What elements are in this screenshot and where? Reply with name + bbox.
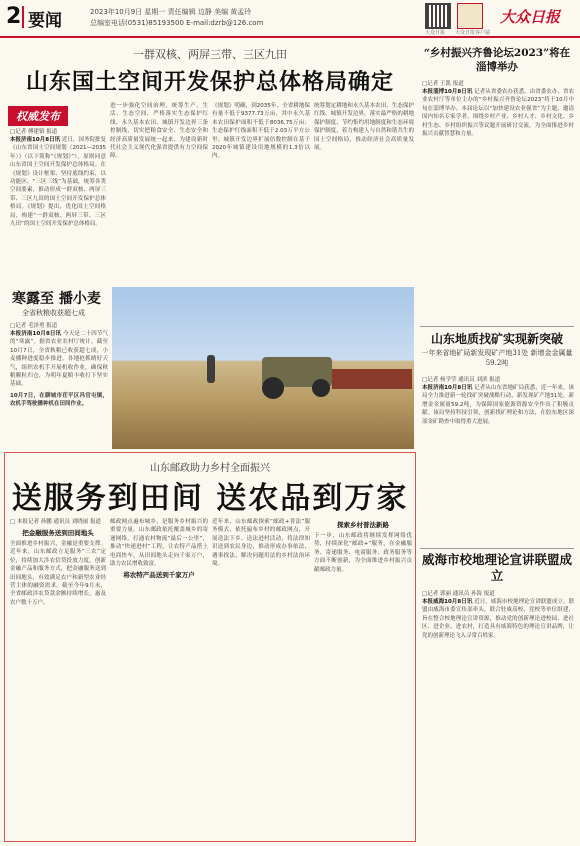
geology-headline[interactable]: 山东地质找矿实现新突破 [430,332,563,346]
forum-byline: □记者 王凯 报道 [422,81,464,87]
geology-lead: 本报济南10月8日讯 [422,385,473,391]
seeder-shape [332,369,412,389]
farmer-figure [207,355,215,383]
masthead-meta [90,7,420,29]
right-divider-1 [420,326,574,327]
geology-body [422,376,574,548]
top-story [6,44,414,96]
weihai-headline[interactable]: 威海市校地理论宣讲联盟成立 [421,552,572,583]
weihai-lead: 本报威海10月8日讯 [422,599,473,605]
feature-col-2 [110,518,208,838]
top-story-lead: 本报济南10月8日讯 [10,137,61,143]
forum-text: 记者从省委农办获悉，由省委农办、省农业农村厅等单位主办的“乡村振兴齐鲁论坛2023”将于10月中旬在淄博举办。本届论坛以“加快建设农业强省”为主题，邀请国内知名专家学者，围绕乡村产业、乡村人才、乡村文化、乡村生态、乡村组织振兴等议题开展研讨交流，为全面推进乡村振兴贡献智慧和力量。 [422,89,574,138]
masthead [0,0,580,38]
qr-caption-app: 大众日报客户端 [455,30,491,36]
wheat-headline[interactable]: 寒露至 播小麦 [12,291,101,307]
wheat-byline: □记者 毛泽勇 报道 [10,323,58,329]
page-number: 2 [6,4,22,29]
feature-col-1 [10,518,106,838]
wheat-field-photo[interactable] [112,287,414,449]
top-story-text-4: 统筹划定耕地和永久基本农田、生态保护红线、城镇开发边界，落实最严格的耕地保护制度、节约集约用地制度和生态环境保护制度，着力构建人与自然和谐共生的国土空间格局，推动经济社会高质量发展。 [314,103,414,152]
section-name: 要闻 [28,11,62,31]
feature-text-1: 全面推进乡村振兴，金融是重要支撑。近年来，山东邮政立足服务“三农”定位，持续加大涉农信贷投放力度，创新金融产品和服务方式，把金融服务送到田间地头，有效满足农户和新型农业经营主体的融资需求。截至今年9月末，全省邮政涉农贷款余额持续增长，惠及农户数十万户。 [10,541,106,606]
wheat-lead: 本报济南10月8日讯 [10,331,62,337]
wheat-subheadline: 全省秋粮收获超七成 [22,309,85,317]
right-divider-2 [420,548,574,549]
feature-kicker: 山东邮政助力乡村全面振兴 [150,463,270,474]
forum-headline[interactable]: “乡村振兴齐鲁论坛2023”将在淄博举办 [423,47,571,73]
date-line: 2023年10月9日 星期一 责任编辑 边静 美编 黄孟玲 [90,8,252,16]
qr-code-app-icon[interactable] [457,3,483,29]
top-story-kicker: 一群双核、两屏三带、三区九田 [133,48,287,61]
feature-col-3 [212,518,310,838]
top-story-col-2 [110,102,208,284]
qr-caption: 大众日报 [425,30,446,36]
wheat-body [10,322,108,448]
feature-text-2: 邮政网点遍布城乡，是服务乡村振兴的重要力量。山东邮政依托覆盖城乡的寄递网络，打通农村物流“最后一公里”，推动“快递进村”工程，让农特产品搭上电商快车，从田间地头走向千家万户，助力农民增收致富。 [110,519,208,568]
feature-col-4 [314,518,412,838]
weihai-body [422,590,574,840]
forum-story [420,46,574,74]
forum-body [422,80,574,320]
wheat-text: 今天是二十四节气的“寒露”。据省农业农村厅统计，截至10月7日，全省秋粮已收获超七成，小麦播种进度稳步推进。各地抢抓晴好天气，组织农机手开展机收作业，确保秋粮颗粒归仓，为明年夏粮丰收打下坚实基础。 [10,331,108,388]
qr-code-icon[interactable] [425,3,451,29]
feature-byline: □ 本报记者 孙鹏 通讯员 刘晓丽 报道 [10,519,101,525]
weihai-byline: □记者 郭丽 通讯员 孙海 报道 [422,591,495,597]
top-story-text-2: 进一步强化空间治理，统筹生产、生活、生态空间，严格落实生态保护红线、永久基本农田、城镇开发边界三条控制线，切实把粮食安全、生态安全和经济高质量发展统一起来，为建设新时代社会主义现代化强省提供有力空间保障。 [110,103,208,160]
wheat-photo-caption: 10月7日，在聊城市茌平区冯官屯镇，农机手驾驶播种机在田间作业。 [10,392,108,408]
top-story-text-3: 《规划》明确，到2035年，全省耕地保有量不低于9377.73万亩，其中永久基本农田保护面积不低于8036.75万亩；生态保护红线面积不低于2.03万平方公里；城镇开发边界扩展倍数控制在基于2020年城镇建设用地规模的1.3倍以内。 [212,103,310,160]
feature-subhead-1: 把金融服务送到田间地头 [22,529,94,537]
newspaper-logo: 大众日报 [500,8,561,26]
tractor-wheel-front [312,379,330,397]
feature-subhead-3: 探索乡村普法新路 [337,521,389,529]
feature-text-3: 近年来，山东邮政探索“邮政+普法”服务模式，依托遍布乡村的邮政网点，开展送法下乡、送法进村活动，将法律知识送到农民身边，推动形成办事依法、遇事找法、解决问题用法的乡村法治环境。 [212,519,310,568]
feature-subhead-2: 将农特产品送到千家万户 [123,571,195,580]
feature-text-4: 下一步，山东邮政将继续发挥网络优势，持续深化“邮政+”服务，在金融服务、寄递服务、电商服务、政务服务等方面不断创新，为全面推进乡村振兴贡献邮政力量。 [314,533,412,573]
tractor-wheel [262,377,284,399]
top-story-col-4 [314,102,414,284]
top-story-col-3 [212,102,310,284]
geology-subheadline: 一年来省地矿局新发现矿产地31处 新增金金属量59.2吨 [421,349,573,367]
masthead-divider [22,6,24,28]
geology-text: 记者从山东省地矿局获悉，近一年来，该局全力推进新一轮找矿突破战略行动，新发现矿产地31处，新增金金属量59.2吨，为保障国家能源资源安全作出了积极贡献。该局坚持科技引领，创新找矿理论和方法，在胶东地区深部金矿勘查中取得重大进展。 [422,385,574,425]
contact-line: 总编室电话(0531)85193500 E-mail:dzrb@126.com [90,19,264,27]
geology-byline: □记者 杨学莹 通讯员 刘滨 报道 [422,377,501,383]
authority-tag: 权威发布 [8,106,68,126]
top-story-headline[interactable]: 山东国土空间开发保护总体格局确定 [25,69,394,95]
feature-headline[interactable]: 送服务到田间 送农品到万家 [11,481,409,516]
top-story-text-1: 近日，国务院批复《山东省国土空间规划（2021—2035年）》（以下简称“《规划》”），原则同意山东省国土空间开发保护总体格局。在《规划》设计框架、坚持底线约束，以功能区、“三区三线”为基础，统筹各类空间要素，推动形成一群双核、两屏三带、三区九田的国土空间开发保护总体格局。《规划》提出，优化国土空间格局，构建“一群双核、两屏三带、三区九田”的国土空间开发保护总体格局。 [10,137,106,228]
top-story-col-1 [10,128,106,283]
top-story-byline: □记者 傅建镇 报道 [10,129,58,135]
forum-lead: 本报淄博10月8日讯 [422,89,473,95]
weihai-text: 近日，威海市校地理论宣讲联盟成立。联盟由威海市委宣传部牵头，联合驻威高校、党校等单位组建，旨在整合校地理论宣讲资源，推动党的创新理论进校园、进社区、进企业、进农村，打造具有威海特色的理论宣讲品牌，让党的创新理论飞入寻常百姓家。 [422,599,574,639]
geology-story [420,332,574,368]
